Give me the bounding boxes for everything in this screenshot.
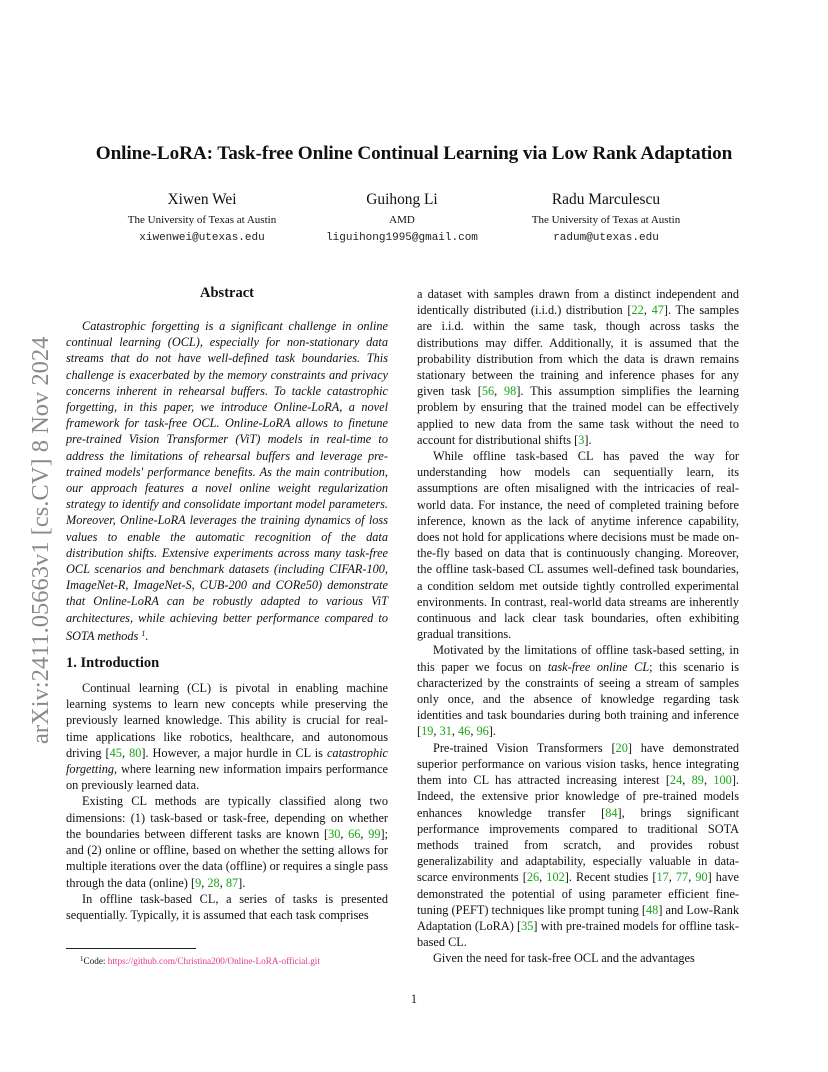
citation-link[interactable]: 87: [225, 875, 239, 890]
section-heading-introduction: 1. Introduction: [66, 655, 160, 672]
citation-link[interactable]: 9: [195, 875, 202, 890]
citation-link[interactable]: 45: [109, 745, 122, 760]
author-affiliation: AMD: [389, 214, 415, 226]
intro-paragraph-2: Existing CL methods are typically classified along two dimensions: (1) task-based or task-free, depending on whether the boundaries between different tasks are known [30, 66, 99]; and (2) online or offline, based on whether the setting allows for multiple iterations over the data (offline) or requires a single pass through the data (online) [9, 28, 87].: [66, 794, 388, 890]
citation-link[interactable]: 102: [546, 870, 565, 885]
citation-link[interactable]: 26: [526, 870, 540, 885]
page-number: 1: [410, 992, 418, 1006]
author-affiliation: The University of Texas at Austin: [531, 214, 681, 226]
citation-link[interactable]: 56: [481, 384, 495, 399]
arxiv-identifier: arXiv:2411.05663v1 [cs.CV] 8 Nov 2024: [27, 336, 54, 744]
author-email[interactable]: xiwenwei@utexas.edu: [139, 232, 265, 244]
footnote-marker[interactable]: 1: [141, 628, 146, 638]
citation-link[interactable]: 28: [207, 875, 220, 890]
footnote-label: Code:: [83, 956, 108, 966]
citation-link[interactable]: 20: [615, 740, 628, 755]
author-block: [486, 190, 726, 246]
citation-link[interactable]: 98: [504, 384, 517, 399]
citation-link[interactable]: 99: [368, 826, 381, 841]
body-paragraph: a dataset with samples drawn from a distinct independent and identically distributed (i.i.d.) distribution [22, 47]. The samples are i.i.d. within the same task, though across tasks the distributions may differ. Additionally, it is assumed that the probability distribution from which the data is drawn remains stationary between the training and inference phases for any given task [56, 98]. This assumption simplifies the learning problem by ensuring that the trained model can be effectively applied to new data from the same task without the need to account for distributional shifts [3].: [417, 287, 740, 447]
author-name: Radu Marculescu: [551, 191, 661, 208]
citation-link[interactable]: 84: [605, 805, 618, 820]
intro-paragraph-1: Continual learning (CL) is pivotal in enabling machine learning systems to learn new concepts while preserving the previously learned knowledge. This ability is crucial for real-time applications like robotics, healthcare, and autonomous driving [45, 80]. However, a major hurdle in CL is catastrophic forgetting, where learning new information impairs performance on previously learned data.: [66, 681, 388, 793]
intro-paragraph-3: In offline task-based CL, a series of tasks is presented sequentially. Typically, it is assumed that each task comprises: [66, 891, 388, 922]
author-affiliation: The University of Texas at Austin: [127, 214, 277, 226]
footnote-divider: [66, 948, 196, 949]
code-repository-link[interactable]: https://github.com/Christina200/Online-LoRA-official.git: [107, 956, 320, 966]
footnote: [66, 953, 396, 967]
body-paragraph: While offline task-based CL has paved the way for understanding how models can sequentially learn, its assumptions are often misaligned with the intricacies of real-world data. For instance, the need of completed training before inference, known as the lack of anytime inference capability, does not hold for applications where decisions must be made on-the-fly based on data that is continuously changing. Moreover, the offline task-based CL assumes well-defined task boundaries, a condition seldom met outside tightly controlled experimental environments. In contrast, real-world data streams are inherently continuous and lack clear task boundaries, often exhibiting gradual transitions.: [417, 449, 739, 642]
citation-link[interactable]: 77: [675, 870, 689, 885]
citation-link[interactable]: 46: [458, 724, 471, 739]
abstract-text: Catastrophic forgetting is a significant challenge in online continual learning (OCL), especially for non-stationary data streams that do not have well-defined task boundaries. This challenge is exacerbated by the memory constraints and privacy concerns inherent in rehearsal buffers. To tackle catastrophic forgetting, in this paper, we introduce Online-LoRA, a novel framework for task-free OCL. Online-LoRA allows to finetune pre-trained Vision Transformer (ViT) models in real-time to address the limitations of rehearsal buffers and leverage pre-trained models' performance benefits. As the main contribution, our approach features a novel online weight regularization strategy to identify and consolidate important model parameters. Moreover, Online-LoRA leverages the training dynamics of loss values to enable the automatic recognition of the data distribution shifts. Extensive experiments across many task-free OCL scenarios and benchmark datasets (including CIFAR-100, ImageNet-R, ImageNet-S, CUB-200 and CORe50) demonstrate that Online-LoRA can be robustly adapted to various ViT architectures, while achieving better performance compared to SOTA methods $^1$.: [66, 319, 388, 643]
citation-link[interactable]: 90: [695, 870, 708, 885]
body-paragraph: Motivated by the limitations of offline task-based setting, in this paper we focus on task-free online CL; this scenario is characterized by the constraints of seeing a stream of samples only once, and the absence of knowledge regarding task identities and task boundaries during both training and inference [19, 31, 46, 96].: [417, 643, 740, 739]
citation-link[interactable]: 19: [421, 724, 434, 739]
citation-link[interactable]: 47: [651, 303, 664, 318]
body-paragraph: Pre-trained Vision Transformers [20] have demonstrated superior performance on various vision tasks, hence integrating them into CL has attracted increasing interest [24, 89, 100]. Indeed, the extensive prior knowledge of pre-trained models enhances knowledge transfer [84], brings significant performance improvements compared to traditional SOTA methods trained from scratch, and provides robust generalizability and adaptability, especially valuable in data-scarce environments [26, 102]. Recent studies [17, 77, 90] have demonstrated the potential of using parameter efficient fine-tuning (PEFT) techniques like prompt tuning [48] and Low-Rank Adaptation (LoRA) [35] with pre-trained models for offline task-based CL.: [417, 740, 740, 950]
citation-link[interactable]: 22: [631, 303, 644, 318]
footnote-marker: 1: [80, 955, 84, 963]
citation-link[interactable]: 35: [521, 918, 534, 933]
author-email[interactable]: radum@utexas.edu: [553, 232, 659, 244]
right-column: [417, 286, 739, 967]
citation-link[interactable]: 17: [656, 870, 669, 885]
author-email[interactable]: liguihong1995@gmail.com: [326, 232, 478, 244]
paper-title: Online-LoRA: Task-free Online Continual Learning via Low Rank Adaptation: [95, 143, 733, 164]
citation-link[interactable]: 89: [691, 773, 704, 788]
citation-link[interactable]: 24: [669, 773, 683, 788]
author-name: Guihong Li: [366, 191, 438, 208]
abstract-heading: Abstract: [200, 285, 254, 301]
citation-link[interactable]: 3: [578, 432, 585, 447]
citation-link[interactable]: 66: [348, 826, 361, 841]
citation-link[interactable]: 30: [328, 826, 341, 841]
citation-link[interactable]: 96: [476, 724, 489, 739]
citation-link[interactable]: 31: [439, 724, 452, 739]
author-name: Xiwen Wei: [167, 191, 237, 208]
citation-link[interactable]: 48: [646, 902, 659, 917]
left-column: [66, 318, 388, 923]
body-paragraph: Given the need for task-free OCL and the advantages: [433, 951, 695, 966]
citation-link[interactable]: 100: [713, 773, 732, 788]
citation-link[interactable]: 80: [129, 745, 142, 760]
